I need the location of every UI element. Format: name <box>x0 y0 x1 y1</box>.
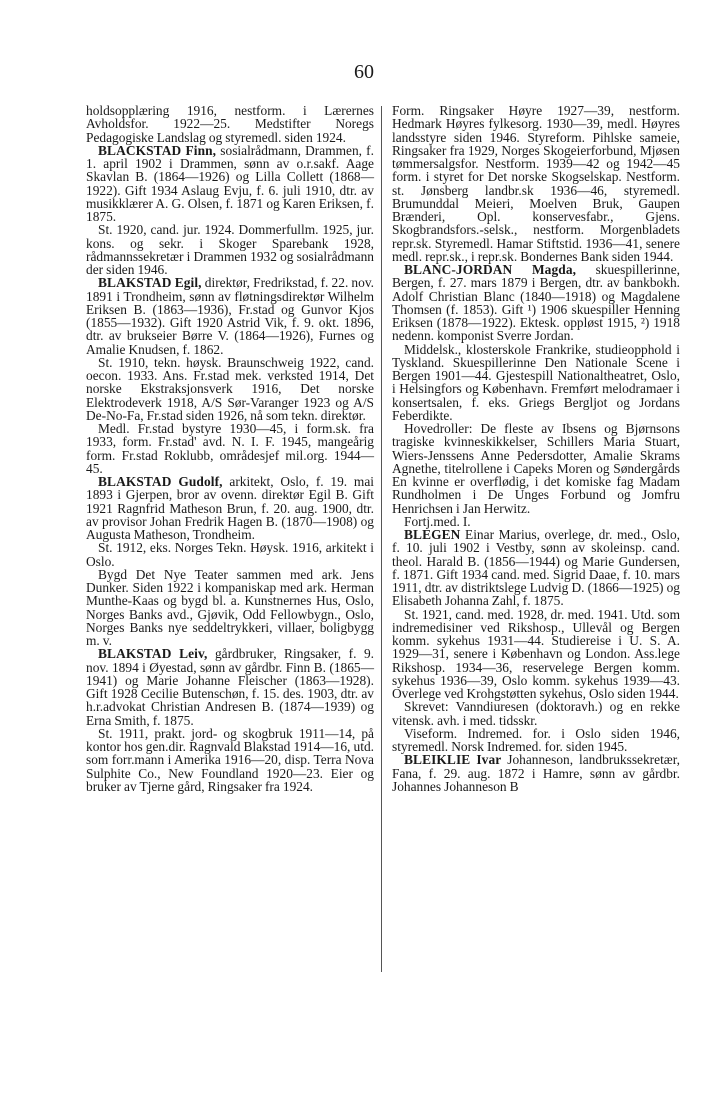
biography-entry <box>86 276 374 475</box>
entry-paragraph: St. 1912, eks. Norges Tekn. Høysk. 1916, arkitekt i Oslo. <box>86 540 374 569</box>
continued-text: holdsopplæring 1916, nestform. i Lærernes Avholdsfor. 1922—25. Medstifter Noregs Pedagogiske Landslag og styremedl. siden 1924. <box>86 103 374 145</box>
entry-intro <box>392 528 680 608</box>
entry-paragraph: Bygd Det Nye Teater sammen med ark. Jens Dunker. Siden 1922 i kompaniskap med ark. Herman Munthe-Kaas og bygd bl. a. Kunstnernes Hus, Oslo, Norges Banks avd., Gjøvik, Odd Fellowbygn., Oslo, Norges Banks nye seddeltrykkeri, villaer, boligbygg m. v. <box>86 566 374 648</box>
entry-headword: BLANC-JORDAN Magda, <box>404 262 577 277</box>
entry-text: direktør, Fredrikstad, f. 22. nov. 1891 i Trondheim, sønn av fløtningsdirektør Wilhelm Eriksen B. (1863—1936), Fr.stad og Gunvor Kjos (1855—1932). Gift 1920 Astrid Vik, f. 9. okt. 1896, dtr. av brukseier Børre V. (1864—1926), Furnes og Amalie Knudsen, f. 1862. <box>86 275 374 357</box>
entry-intro <box>392 753 680 793</box>
entry-intro <box>86 276 374 356</box>
column-divider <box>381 106 382 972</box>
entry-text: gårdbruker, Ringsaker, f. 9. nov. 1894 i Øyestad, sønn av gårdbr. Finn B. (1865—1941) og Marie Johanne Fleischer (1863—1928). Gift 1928 Cecilie Butenschøn, f. 15. des. 1903, dtr. av h.r.advokat Christian Andresen B. (1874—1939) og Erna Smith, f. 1875. <box>86 646 374 728</box>
entry-text: Johanneson, landbrukssekretær, Fana, f. 29. aug. 1872 i Hamre, sønn av gårdbr. Johannes Johanneson B <box>392 752 680 794</box>
entry-headword: BLACKSTAD Finn, <box>98 142 217 158</box>
entry-intro <box>86 144 374 224</box>
entry-paragraph: St. 1910, tekn. høysk. Braunschweig 1922, cand. oecon. 1933. Ans. Fr.stad mek. verksted 1914, Det norske Ekstraksjonsverk 1916, Det norske Elektrodeverk 1918, A/S Sør-Varanger 1923 og A/S De-No-Fa, Fr.stad siden 1926, nå som tekn. direktør. <box>86 354 374 423</box>
entry-text: sosialrådmann, Drammen, f. 1. april 1902 i Drammen, sønn av o.r.sakf. Aage Skavlan B. (1864—1926) og Lilla Collett (1868—1922). Gift 1934 Aslaug Evju, f. 6. juli 1910, dtr. av musikklærer A. G. Olsen, f. 1871 og Karen Eriksen, f. 1875. <box>86 142 374 224</box>
entry-headword: BLAKSTAD Egil, <box>98 275 202 291</box>
right-column <box>392 104 680 793</box>
biography-entry <box>392 753 680 793</box>
entry-intro <box>392 263 680 343</box>
entry-paragraph: Hovedroller: De fleste av Ibsens og Bjørnsons tragiske kvinneskikkelser, Schillers Maria Stuart, Wiers-Jenssens Anne Pedersdotter, Amalie Skrams Agnethe, titelrollene i Capeks Moren og Søndergårds En kvinne er overflødig, i det komiske fag Madam Rundholmen i De Unges Forbund og Jomfru Henrichsen i Jan Herwitz. <box>392 421 680 516</box>
entry-paragraph: St. 1911, prakt. jord- og skogbruk 1911—14, på kontor hos gen.dir. Ragnvald Blakstad 1914—16, utd. som forr.mann i Amerika 1916—20, disp. Terra Nova Sulphite Co., New Foundland 1920—23. Eier og bruker av Tjerne gård, Ringsaker fra 1924. <box>86 725 374 794</box>
entry-text: Einar Marius, overlege, dr. med., Oslo, f. 10. juli 1902 i Vestby, sønn av skoleinsp. cand. theol. Harald B. (1856—1944) og Marie Gundersen, f. 1871. Gift 1934 cand. med. Sigrid Daae, f. 10. mars 1911, dtr. av distriktslege Ludvig D. (1866—1925) og Elisabeth Johanna Zahl, f. 1875. <box>392 527 680 609</box>
entry-headword: BLEGEN <box>404 527 461 542</box>
entry-paragraph: St. 1920, cand. jur. 1924. Dommerfullm. 1925, jur. kons. og sekr. i Skoger Sparebank 1928, rådmannssekretær i Drammen 1932 og sosialrådmann der siden 1946. <box>86 222 374 277</box>
entry-intro <box>86 647 374 727</box>
biography-entry <box>392 528 680 753</box>
entry-text: skuespillerinne, Bergen, f. 27. mars 1879 i Bergen, dtr. av bankbokh. Adolf Christian Blanc (1840—1918) og Magdalene Thomsen (f. 1853). Gift ¹) 1906 skuespiller Henning Eriksen (1878—1922). Ektesk. oppløst 1915, ²) 1918 nedenn. komponist Sverre Jordan. <box>392 262 680 344</box>
entry-text: arkitekt, Oslo, f. 19. mai 1893 i Gjerpen, bror av ovenn. direktør Egil B. Gift 1921 Ragnfrid Matheson Brun, f. 20. aug. 1900, dtr. av provisor Johan Fredrik Hagen B. (1870—1908) og Augusta Matheson, Trondheim. <box>86 474 374 542</box>
biography-entry <box>86 475 374 647</box>
entry-headword: BLAKSTAD Leiv, <box>98 646 208 662</box>
continued-text: Form. Ringsaker Høyre 1927—39, nestform. Hedmark Høyres fylkesorg. 1930—39, medl. Høyres landsstyre siden 1946. Styreform. Pihlske sameie, Ringsaker fra 1929, Norges Skogeierforbund, Mjøsen tømmersalgsfor. Nestform. 1939—42 og 1942—45 form. i styret for Det norske Skogselskap. Nestform. st. Jønsberg landbr.sk 1936—46, styremedl. Brumunddal Meieri, Moelven Bruk, Gaupen Brænderi, Opl. konservesfabr., Gjens. Skogbrandsfors.-selsk., nestform. Morgenbladets repr.sk. Styremedl. Hamar Stiftstid. 1936—41, senere medl. repr.sk., i repr.sk. Bondernes Bank siden 1944. <box>392 103 680 264</box>
entry-headword: BLEIKLIE Ivar <box>404 752 502 768</box>
entry-headword: BLAKSTAD Gudolf, <box>98 474 223 489</box>
biography-entry <box>86 144 374 277</box>
left-column <box>86 104 374 793</box>
entry-intro <box>86 475 374 541</box>
entry-paragraph: Middelsk., klosterskole Frankrike, studieopphold i Tyskland. Skuespillerinne Den Nationale Scene i Bergen 1901—44. Gjestespill Nationaltheatret, Oslo, i Helsingfors og København. Fremført melodramaer i konsertsalen, f. eks. Griegs Bergljot og Jordans Feberdikte. <box>392 341 680 423</box>
entry-paragraph: Viseform. Indremed. for. i Oslo siden 1946, styremedl. Norsk Indremed. for. siden 1945. <box>392 725 680 754</box>
entry-paragraph: Medl. Fr.stad bystyre 1930—45, i form.sk. fra 1933, form. Fr.stad' avd. N. I. F. 1945, mangeårig form. Fr.stad Roklubb, områdesjef mil.org. 1944—45. <box>86 421 374 476</box>
biography-entry <box>392 263 680 528</box>
biography-entry <box>86 647 374 793</box>
entry-paragraph: Skrevet: Vanndiuresen (doktoravh.) og en rekke vitensk. avh. i med. tidsskr. <box>392 699 680 728</box>
page-number: 60 <box>354 61 374 83</box>
entry-paragraph: St. 1921, cand. med. 1928, dr. med. 1941. Utd. som indremedisiner ved Rikshosp., Ullevål og Bergen komm. sykehus 1931—44. Studiereise i U. S. A. 1929—31, senere i København og London. Ass.lege Rikshosp. 1934—36, reservelege Bergen komm. sykehus 1936—39, Oslo komm. sykehus 1939—43. Overlege ved Krohgstøtten sykehus, Oslo siden 1944. <box>392 606 680 701</box>
entry-paragraph: Fortj.med. I. <box>404 513 471 529</box>
